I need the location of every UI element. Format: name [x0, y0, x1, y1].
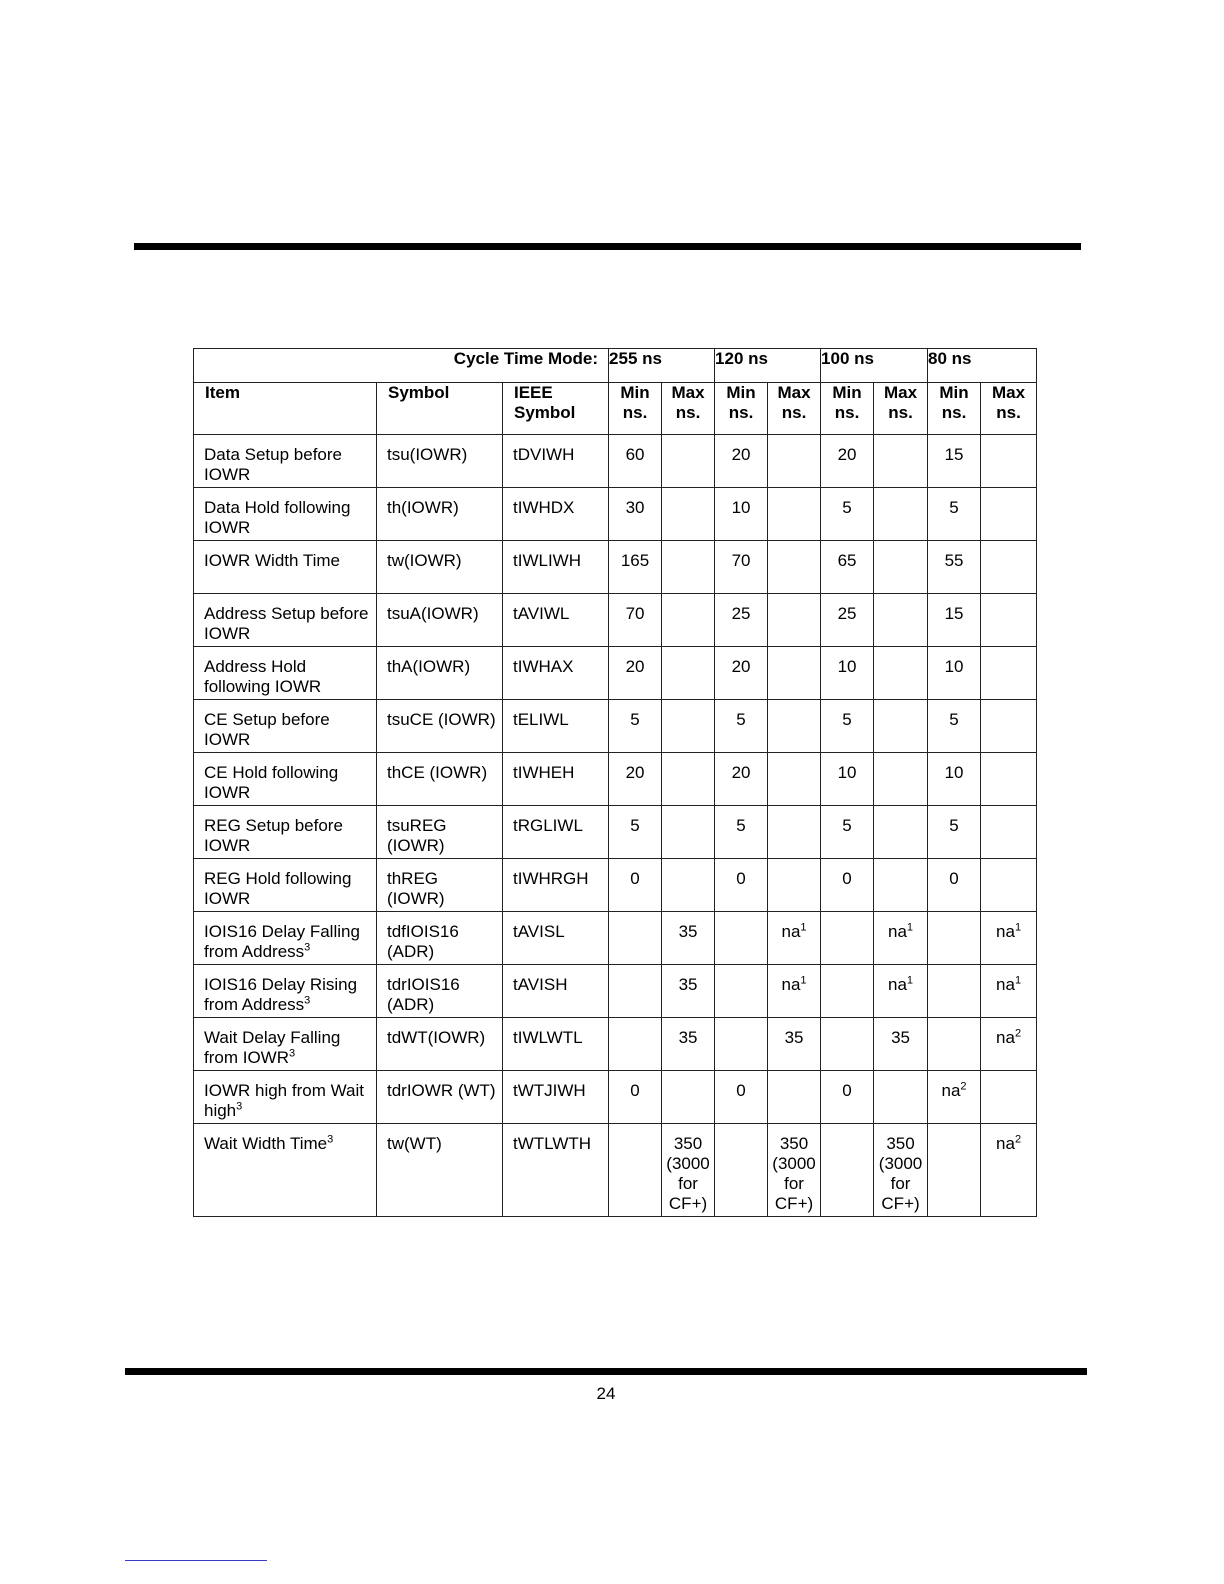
header-min: Min ns. [715, 383, 768, 435]
value-cell [874, 700, 928, 753]
value-cell [821, 806, 874, 859]
symbol-cell: tdrIOIS16 (ADR) [377, 965, 503, 1018]
value-cell [874, 1124, 928, 1217]
value-text: 5 [736, 816, 746, 835]
value-cell [928, 541, 981, 594]
value-cell [928, 806, 981, 859]
footnote-ref: 1 [800, 921, 807, 934]
header-max: Max ns. [874, 383, 928, 435]
value-text: 5 [842, 710, 852, 729]
value-cell [609, 541, 662, 594]
value-cell [928, 594, 981, 647]
value-cell [609, 435, 662, 488]
ieee-cell: tELIWL [503, 700, 609, 753]
ieee-cell: tAVISH [503, 965, 609, 1018]
item-cell [194, 965, 377, 1018]
page-number: 24 [596, 1384, 616, 1403]
value-cell [768, 435, 821, 488]
value-text: 20 [731, 657, 751, 676]
value-cell [981, 806, 1037, 859]
table-row [194, 1018, 1037, 1071]
value-cell [609, 488, 662, 541]
value-cell [715, 647, 768, 700]
value-cell [874, 859, 928, 912]
footnote-ref: 1 [906, 974, 914, 987]
item-text: IOIS16 Delay Rising from Address [204, 975, 358, 1014]
value-text: 35 [784, 1028, 804, 1047]
value-cell [928, 859, 981, 912]
value-cell [768, 488, 821, 541]
value-text: 5 [949, 498, 959, 517]
footnote-separator [125, 1560, 267, 1561]
ieee-cell: tIWLIWH [503, 541, 609, 594]
ieee-cell: tDVIWH [503, 435, 609, 488]
table-row [194, 647, 1037, 700]
footnote-ref: 3 [289, 1047, 296, 1060]
ieee-cell: tWTJIWH [503, 1071, 609, 1124]
footnote-ref: 1 [800, 974, 807, 987]
value-text: 20 [625, 657, 645, 676]
value-cell [928, 700, 981, 753]
value-text: 70 [625, 604, 645, 623]
value-cell [768, 912, 821, 965]
value-text: 20 [731, 763, 751, 782]
item-text: Data Setup before IOWR [204, 445, 342, 484]
value-cell [715, 753, 768, 806]
value-cell [928, 1124, 981, 1217]
value-text: 350 (3000 for CF+) [772, 1134, 816, 1213]
value-text: 0 [736, 1081, 746, 1100]
header-ieee-symbol: IEEE Symbol [503, 383, 609, 435]
item-cell [194, 859, 377, 912]
value-text: 350 (3000 for CF+) [878, 1134, 923, 1213]
table-row [194, 859, 1037, 912]
value-cell [662, 647, 715, 700]
value-cell [609, 859, 662, 912]
top-rule [134, 243, 1081, 250]
column-header-row [194, 383, 1037, 435]
footnote-ref: 3 [327, 1133, 334, 1146]
value-text: 10 [837, 763, 857, 782]
item-text: REG Hold following IOWR [204, 869, 352, 908]
value-cell [662, 1071, 715, 1124]
symbol-cell: tw(IOWR) [377, 541, 503, 594]
item-cell [194, 1018, 377, 1071]
item-cell [194, 647, 377, 700]
table-row [194, 541, 1037, 594]
value-cell [874, 541, 928, 594]
item-text: IOIS16 Delay Falling from Address [204, 922, 360, 961]
value-text: 5 [949, 816, 959, 835]
write-timing-table [193, 348, 1037, 1217]
bottom-rule [125, 1368, 1087, 1375]
value-text: 0 [630, 869, 640, 888]
value-text: 5 [736, 710, 746, 729]
value-cell [768, 753, 821, 806]
item-cell [194, 435, 377, 488]
value-cell [662, 965, 715, 1018]
value-text: 35 [891, 1028, 910, 1047]
value-cell [662, 488, 715, 541]
value-text: na [996, 975, 1015, 994]
value-cell [928, 1071, 981, 1124]
mode-100: 100 ns [821, 349, 928, 383]
value-cell [928, 753, 981, 806]
value-cell [981, 1071, 1037, 1124]
value-cell [821, 753, 874, 806]
ieee-cell: tIWHRGH [503, 859, 609, 912]
symbol-cell: thREG (IOWR) [377, 859, 503, 912]
value-text: 5 [630, 816, 640, 835]
value-text: 25 [837, 604, 857, 623]
header-symbol: Symbol [377, 383, 503, 435]
header-max: Max ns. [768, 383, 821, 435]
footnote-ref: 1 [906, 921, 914, 934]
value-cell [874, 912, 928, 965]
table-row [194, 435, 1037, 488]
value-cell [874, 435, 928, 488]
value-text: na [996, 922, 1015, 941]
value-cell [928, 488, 981, 541]
value-cell [821, 1018, 874, 1071]
value-cell [874, 1071, 928, 1124]
table-row [194, 1071, 1037, 1124]
ieee-cell: tIWLWTL [503, 1018, 609, 1071]
item-cell [194, 541, 377, 594]
value-cell [981, 647, 1037, 700]
value-cell [715, 965, 768, 1018]
value-cell [768, 1071, 821, 1124]
value-text: 165 [620, 551, 650, 570]
header-max: Max ns. [981, 383, 1037, 435]
value-cell [609, 1071, 662, 1124]
value-cell [768, 806, 821, 859]
value-cell [981, 488, 1037, 541]
value-text: 55 [944, 551, 964, 570]
symbol-cell: tdfIOIS16 (ADR) [377, 912, 503, 965]
value-cell [715, 435, 768, 488]
symbol-cell: tsu(IOWR) [377, 435, 503, 488]
value-text: 15 [944, 604, 964, 623]
value-cell [874, 753, 928, 806]
symbol-cell: tsuREG (IOWR) [377, 806, 503, 859]
value-cell [609, 594, 662, 647]
value-text: 10 [837, 657, 857, 676]
value-cell [928, 912, 981, 965]
value-cell [662, 541, 715, 594]
value-cell [768, 965, 821, 1018]
value-cell [928, 1018, 981, 1071]
value-cell [715, 912, 768, 965]
value-text: na [781, 922, 801, 941]
value-cell [715, 1018, 768, 1071]
value-cell [821, 912, 874, 965]
value-text: na [941, 1081, 961, 1100]
value-cell [715, 488, 768, 541]
value-cell [768, 700, 821, 753]
value-cell [874, 647, 928, 700]
value-text: 0 [842, 1081, 852, 1100]
value-cell [981, 965, 1037, 1018]
symbol-cell: tw(WT) [377, 1124, 503, 1217]
value-cell [874, 1018, 928, 1071]
item-cell [194, 912, 377, 965]
table-row [194, 753, 1037, 806]
cycle-mode-row [194, 349, 1037, 383]
value-cell [609, 912, 662, 965]
symbol-cell: th(IOWR) [377, 488, 503, 541]
value-cell [609, 1124, 662, 1217]
ieee-cell: tRGLIWL [503, 806, 609, 859]
value-cell [981, 700, 1037, 753]
value-cell [768, 541, 821, 594]
symbol-cell: tdrIOWR (WT) [377, 1071, 503, 1124]
value-cell [821, 965, 874, 1018]
item-text: Address Hold following IOWR [204, 657, 322, 696]
table-row [194, 912, 1037, 965]
value-text: 0 [949, 869, 959, 888]
item-text: Address Setup before IOWR [204, 604, 369, 643]
value-text: 0 [736, 869, 746, 888]
value-cell [715, 700, 768, 753]
value-text: na [888, 922, 907, 941]
value-text: 0 [842, 869, 852, 888]
value-cell [981, 912, 1037, 965]
value-text: 60 [625, 445, 645, 464]
value-cell [981, 435, 1037, 488]
symbol-cell: thA(IOWR) [377, 647, 503, 700]
value-text: 5 [842, 816, 852, 835]
cycle-mode-label: Cycle Time Mode: [194, 349, 609, 383]
value-cell [768, 1124, 821, 1217]
item-text: Data Hold following IOWR [204, 498, 351, 537]
value-text: 35 [678, 922, 698, 941]
value-text: na [781, 975, 801, 994]
value-cell [768, 647, 821, 700]
ieee-cell: tIWHAX [503, 647, 609, 700]
value-cell [981, 753, 1037, 806]
value-cell [981, 541, 1037, 594]
value-cell [662, 1124, 715, 1217]
item-text: CE Hold following IOWR [204, 763, 339, 802]
value-text: 10 [731, 498, 751, 517]
value-cell [609, 647, 662, 700]
value-cell [981, 1124, 1037, 1217]
value-cell [768, 594, 821, 647]
value-cell [874, 488, 928, 541]
footnote-ref: 2 [1014, 1133, 1022, 1146]
value-cell [821, 488, 874, 541]
header-min: Min ns. [609, 383, 662, 435]
value-cell [609, 700, 662, 753]
timing-rows [194, 435, 1037, 1217]
value-cell [715, 806, 768, 859]
value-text: 5 [949, 710, 959, 729]
value-text: 25 [731, 604, 751, 623]
item-cell [194, 700, 377, 753]
item-text: IOWR Width Time [204, 551, 341, 570]
value-cell [715, 541, 768, 594]
value-cell [874, 965, 928, 1018]
symbol-cell: thCE (IOWR) [377, 753, 503, 806]
value-cell [981, 594, 1037, 647]
value-cell [715, 859, 768, 912]
item-cell [194, 1071, 377, 1124]
value-cell [821, 1124, 874, 1217]
value-cell [821, 700, 874, 753]
value-cell [928, 647, 981, 700]
value-cell [662, 700, 715, 753]
value-cell [715, 594, 768, 647]
value-text: 350 (3000 for CF+) [666, 1134, 710, 1213]
footnote-ref: 1 [1014, 974, 1022, 987]
footnote-ref: 2 [960, 1080, 967, 1093]
footnote-ref: 3 [304, 941, 311, 954]
value-text: 20 [625, 763, 645, 782]
footnote-ref: 3 [236, 1100, 243, 1113]
ieee-cell: tWTLWTH [503, 1124, 609, 1217]
value-cell [609, 965, 662, 1018]
table-row [194, 965, 1037, 1018]
value-cell [821, 647, 874, 700]
value-cell [821, 435, 874, 488]
value-cell [874, 806, 928, 859]
item-cell [194, 806, 377, 859]
value-text: na [888, 975, 907, 994]
value-cell [928, 435, 981, 488]
value-cell [662, 859, 715, 912]
value-text: 5 [630, 710, 640, 729]
mode-120: 120 ns [715, 349, 821, 383]
value-cell [715, 1071, 768, 1124]
symbol-cell: tsuA(IOWR) [377, 594, 503, 647]
value-text: 15 [944, 445, 964, 464]
value-text: 35 [678, 975, 698, 994]
value-cell [821, 594, 874, 647]
item-text: REG Setup before IOWR [204, 816, 343, 855]
item-cell [194, 594, 377, 647]
value-text: 35 [678, 1028, 698, 1047]
header-min: Min ns. [821, 383, 874, 435]
table-row [194, 594, 1037, 647]
value-text: 30 [625, 498, 645, 517]
value-cell [821, 541, 874, 594]
value-text: 20 [731, 445, 751, 464]
value-cell [981, 859, 1037, 912]
item-text: IOWR high from Wait high [204, 1081, 364, 1120]
footnote-ref: 1 [1014, 921, 1022, 934]
ieee-cell: tIWHDX [503, 488, 609, 541]
value-text: 0 [630, 1081, 640, 1100]
item-cell [194, 1124, 377, 1217]
table-row [194, 806, 1037, 859]
value-cell [609, 753, 662, 806]
header-item: Item [194, 383, 377, 435]
ieee-cell: tAVIWL [503, 594, 609, 647]
item-text: Wait Width Time [204, 1134, 328, 1153]
value-text: na [996, 1028, 1015, 1047]
item-text: CE Setup before IOWR [204, 710, 330, 749]
value-cell [662, 912, 715, 965]
header-min: Min ns. [928, 383, 981, 435]
value-cell [821, 1071, 874, 1124]
value-cell [609, 806, 662, 859]
value-cell [609, 1018, 662, 1071]
value-text: 5 [842, 498, 852, 517]
item-text: Wait Delay Falling from IOWR [204, 1028, 341, 1067]
item-cell [194, 753, 377, 806]
value-cell [981, 1018, 1037, 1071]
table-row [194, 1124, 1037, 1217]
value-cell [662, 1018, 715, 1071]
footnote-ref: 2 [1014, 1027, 1022, 1040]
value-cell [662, 435, 715, 488]
value-cell [715, 1124, 768, 1217]
item-cell [194, 488, 377, 541]
value-text: 20 [837, 445, 857, 464]
value-cell [928, 965, 981, 1018]
value-text: 10 [944, 763, 964, 782]
symbol-cell: tsuCE (IOWR) [377, 700, 503, 753]
value-cell [768, 1018, 821, 1071]
header-max: Max ns. [662, 383, 715, 435]
value-text: 10 [944, 657, 964, 676]
value-cell [874, 594, 928, 647]
value-text: na [996, 1134, 1015, 1153]
mode-80: 80 ns [928, 349, 1037, 383]
table-row [194, 700, 1037, 753]
value-text: 70 [731, 551, 751, 570]
value-cell [662, 594, 715, 647]
value-text: 65 [837, 551, 857, 570]
value-cell [821, 859, 874, 912]
value-cell [662, 806, 715, 859]
value-cell [662, 753, 715, 806]
ieee-cell: tAVISL [503, 912, 609, 965]
ieee-cell: tIWHEH [503, 753, 609, 806]
table-row [194, 488, 1037, 541]
value-cell [768, 859, 821, 912]
mode-255: 255 ns [609, 349, 715, 383]
symbol-cell: tdWT(IOWR) [377, 1018, 503, 1071]
footnote-ref: 3 [304, 994, 311, 1007]
